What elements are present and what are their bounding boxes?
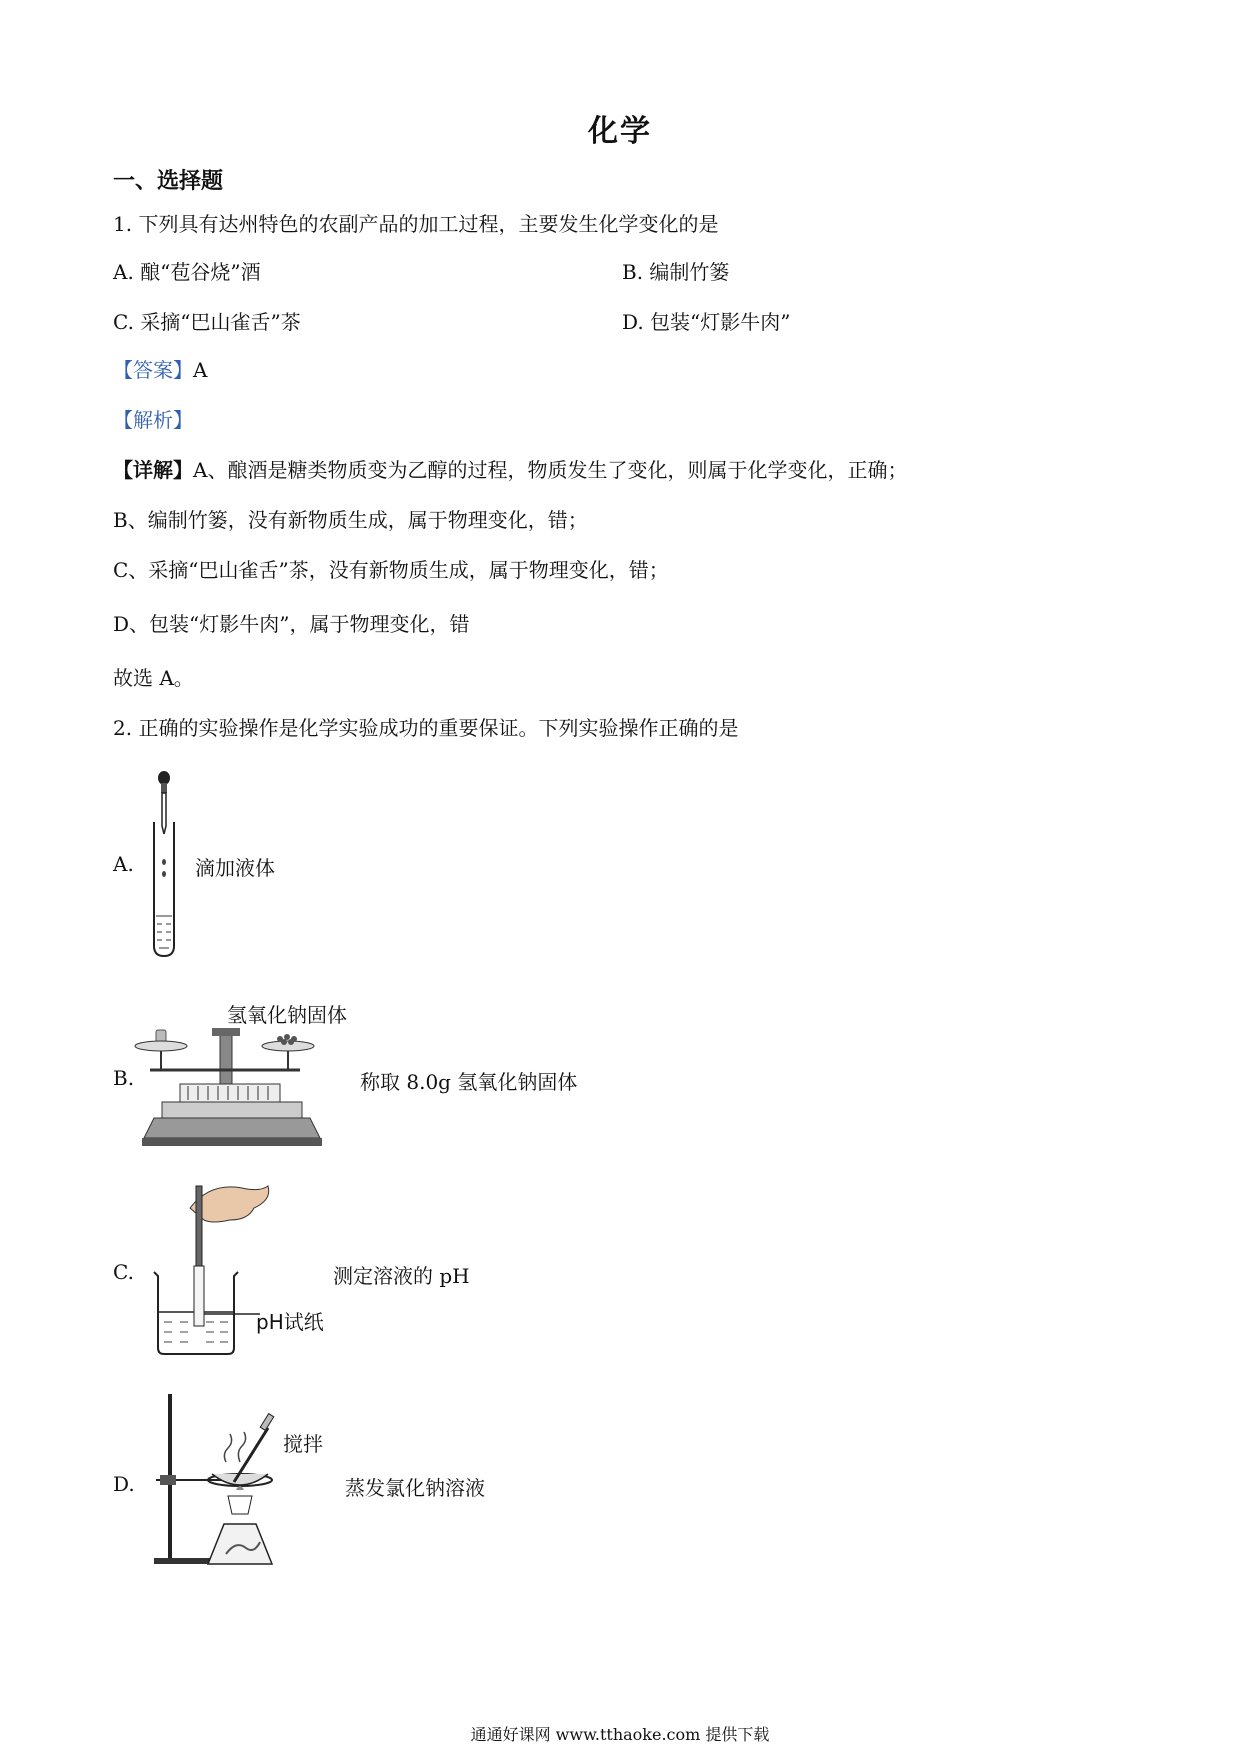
q2-option-b-caption: 称取 8.0g 氢氧化钠固体 — [360, 1070, 578, 1094]
detail-text-1: A、酿酒是糖类物质变为乙醇的过程，物质发生了变化，则属于化学变化，正确； — [193, 458, 908, 482]
q2-option-d-letter: D. — [113, 1472, 135, 1496]
detail-line-2: B、编制竹篓，没有新物质生成，属于物理变化，错； — [113, 508, 588, 532]
footer-watermark: 通通好课网 www.tthaoke.com 提供下载 — [470, 1725, 770, 1744]
balance-scale-icon — [140, 1028, 325, 1150]
ph-paper-figure-label: pH试纸 — [256, 1310, 324, 1334]
detail-tag: 【详解】 — [113, 458, 193, 482]
q2-option-c-caption: 测定溶液的 pH — [333, 1264, 470, 1288]
answer-value: A — [193, 358, 208, 382]
conclusion-line: 故选 A。 — [113, 666, 194, 690]
question-2-stem: 2. 正确的实验操作是化学实验成功的重要保证。下列实验操作正确的是 — [113, 716, 739, 740]
dropper-test-tube-icon — [148, 770, 188, 960]
q2-option-b-letter: B. — [113, 1066, 135, 1090]
analysis-tag: 【解析】 — [113, 408, 193, 432]
evaporating-dish-icon — [150, 1390, 310, 1570]
detail-line-4: D、包装“灯影牛肉”，属于物理变化，错 — [113, 612, 470, 636]
detail-line-3: C、采摘“巴山雀舌”茶，没有新物质生成，属于物理变化，错； — [113, 558, 669, 582]
q1-option-a: A. 酿“苞谷烧”酒 — [113, 260, 261, 284]
q2-option-c-letter: C. — [113, 1260, 134, 1284]
answer-tag: 【答案】 — [113, 358, 193, 382]
balance-figure-label: 氢氧化钠固体 — [227, 1003, 347, 1027]
q1-option-b: B. 编制竹篓 — [622, 260, 730, 284]
answer-row — [113, 356, 207, 384]
question-1-stem: 1. 下列具有达州特色的农副产品的加工过程，主要发生化学变化的是 — [113, 212, 719, 236]
detail-line-1 — [113, 456, 907, 484]
page-title: 化学 — [588, 114, 652, 149]
stir-figure-label: 搅拌 — [283, 1432, 323, 1456]
q1-option-c: C. 采摘“巴山雀舌”茶 — [113, 310, 301, 334]
section-heading: 一、选择题 — [113, 168, 224, 194]
q1-option-d: D. 包装“灯影牛肉” — [622, 310, 791, 334]
q2-option-d-caption: 蒸发氯化钠溶液 — [345, 1476, 485, 1500]
q2-option-a-letter: A. — [113, 852, 134, 876]
q2-option-a-caption: 滴加液体 — [195, 856, 275, 880]
